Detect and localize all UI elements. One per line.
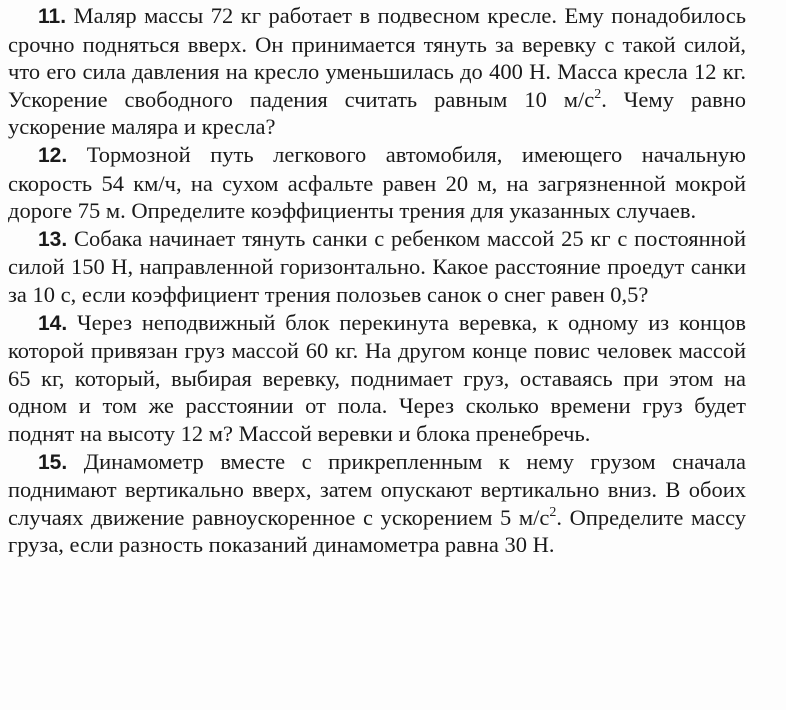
problem-14 — [8, 309, 746, 448]
problem-number: 12. — [38, 143, 68, 167]
problem-text: Собака начинает тянуть санки с ребенком массой 25 кг с постоянной силой 150 Н, направленной горизонтально. Какое расстояние проедут санки за 10 с, если коэффициент трения полозьев санок о снег равен 0,5? — [8, 225, 747, 307]
problem-text: Через неподвижный блок перекинута веревка, к одному из концов которой привязан груз массой 60 кг. На другом конце повис человек массой 65 кг, который, выбирая веревку, поднимает груз, оставаясь при этом на одном и том же расстоянии от пола. Через сколько времени груз будет поднят на высоту 12 м? Массой веревки и блока пренебречь. — [8, 309, 746, 446]
superscript: 2 — [549, 504, 557, 520]
problem-number: 14. — [38, 311, 68, 335]
problem-list — [8, 2, 746, 559]
problem-text: Тормозной путь легкового автомобиля, имеющего начальную скорость 54 км/ч, на сухом асфальте равен 20 м, на загрязненной мокрой дороге 75 м. Определите коэффициенты трения для указанных случаев. — [8, 141, 746, 224]
superscript: 2 — [594, 86, 602, 102]
problem-text: Динамометр вместе с прикрепленным к нему грузом сначала поднимают вертикально вверх, затем опускают вертикально вниз. В обоих случаях движение равноускоренное с ускорением 5 м/с — [8, 448, 747, 530]
problem-text-end: . Чему равно ускорение маляра и кресла? — [8, 86, 746, 140]
problem-15 — [8, 448, 746, 559]
problem-text: Маляр массы 72 кг работает в подвесном кресле. Ему понадобилось срочно подняться вверх. Он принимается тянуть за веревку с такой силой, что его сила давления на кресло уменьшилась до 400 Н. Масса кресла 12 кг. Ускорение свободного падения считать равным 10 м/с — [8, 3, 746, 112]
problem-number: 15. — [38, 450, 68, 474]
problem-number: 11. — [38, 5, 67, 28]
problem-number: 13. — [38, 227, 68, 251]
problem-11 — [8, 2, 746, 141]
problem-12 — [8, 141, 746, 225]
problem-13 — [8, 225, 746, 309]
problem-text-end: . Определите массу груза, если разность показаний динамометра равна 30 Н. — [8, 504, 747, 558]
